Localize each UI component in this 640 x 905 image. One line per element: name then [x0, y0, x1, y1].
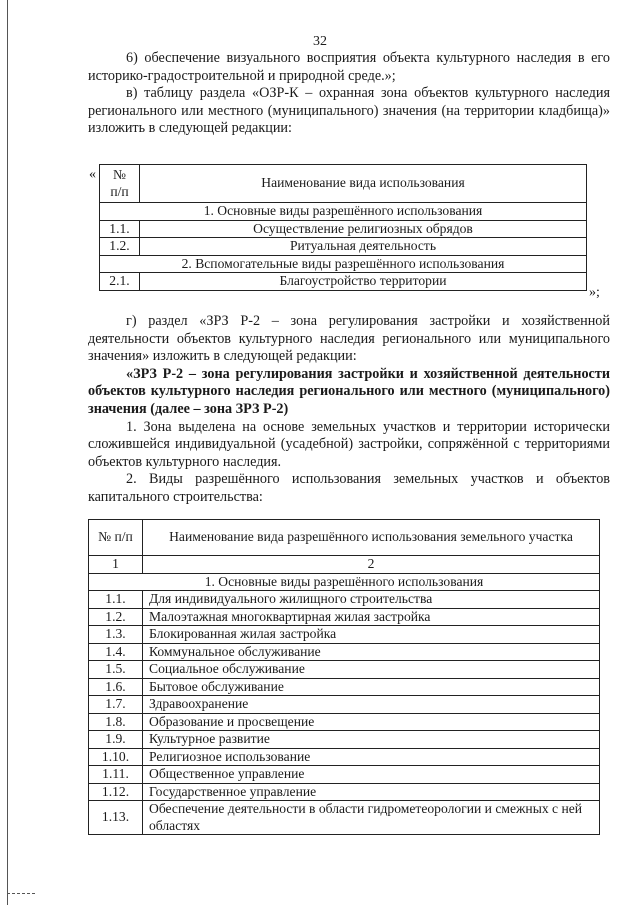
column-number-row [89, 556, 600, 574]
paragraph-g: г) раздел «ЗРЗ Р-2 – зона регулирования застройки и хозяйственной деятельности объектов культурного наследия регионального или муниципального значения» изложить в следующей редакции: [88, 313, 610, 365]
row-name: Общественное управление [143, 766, 600, 784]
paragraph-block-top [88, 50, 610, 138]
row-num: 1.9. [89, 731, 143, 749]
row-num: 2.1. [100, 273, 140, 291]
row-name: Малоэтажная многоквартирная жилая застройка [143, 608, 600, 626]
table-row [89, 608, 600, 626]
row-name: Блокированная жилая застройка [143, 626, 600, 644]
row-name: Осуществление религиозных обрядов [140, 220, 587, 238]
table-row [89, 731, 600, 749]
row-name: Здравоохранение [143, 696, 600, 714]
row-name: Культурное развитие [143, 731, 600, 749]
header-num: № п/п [100, 165, 140, 203]
table-ozr-k [99, 164, 587, 291]
row-num: 1.2. [100, 238, 140, 256]
header-name: Наименование вида использования [140, 165, 587, 203]
row-name: Религиозное использование [143, 748, 600, 766]
row-num: 1.7. [89, 696, 143, 714]
row-name: Ритуальная деятельность [140, 238, 587, 256]
section-title: 1. Основные виды разрешённого использования [100, 203, 587, 221]
zone-heading: «ЗРЗ Р-2 – зона регулирования застройки и хозяйственной деятельности объектов культурного наследия регионального или местного (муниципального) значения (далее – зона ЗРЗ Р-2) [88, 365, 610, 417]
row-name: Образование и просвещение [143, 713, 600, 731]
table-row [89, 678, 600, 696]
row-num: 1.5. [89, 661, 143, 679]
row-num: 1.1. [100, 220, 140, 238]
paragraph-2: 2. Виды разрешённого использования земельных участков и объектов капитального строительства: [88, 471, 610, 505]
table-row [89, 626, 600, 644]
row-num: 1.1. [89, 591, 143, 609]
table-row [89, 748, 600, 766]
table-row [100, 273, 587, 291]
table-row [89, 643, 600, 661]
page-number: 32 [313, 34, 327, 49]
table-zrz-r2 [88, 519, 600, 835]
row-num: 1.4. [89, 643, 143, 661]
row-name: Государственное управление [143, 783, 600, 801]
col-number-1: 1 [89, 556, 143, 574]
paragraph-6: 6) обеспечение визуального восприятия объекта культурного наследия в его историко-градостроительной и природной среде.»; [88, 50, 610, 84]
table-row [100, 220, 587, 238]
table-header-row [89, 520, 600, 556]
table-row [89, 696, 600, 714]
section-row [89, 573, 600, 591]
row-name: Благоустройство территории [140, 273, 587, 291]
table-row [89, 766, 600, 784]
table-row [89, 591, 600, 609]
table1-quote-open: « [89, 167, 96, 182]
table-row [89, 783, 600, 801]
row-num: 1.8. [89, 713, 143, 731]
row-num: 1.13. [89, 801, 143, 835]
section-title: 1. Основные виды разрешённого использования [89, 573, 600, 591]
table-header-row [100, 165, 587, 203]
row-name: Коммунальное обслуживание [143, 643, 600, 661]
row-name: Для индивидуального жилищного строительства [143, 591, 600, 609]
section-row [100, 203, 587, 221]
header-num: № п/п [89, 520, 143, 556]
paragraph-block-middle [88, 313, 610, 507]
table-row [89, 661, 600, 679]
row-num: 1.3. [89, 626, 143, 644]
row-num: 1.2. [89, 608, 143, 626]
row-name: Социальное обслуживание [143, 661, 600, 679]
row-name: Бытовое обслуживание [143, 678, 600, 696]
section-title: 2. Вспомогательные виды разрешённого использования [100, 255, 587, 273]
col-number-2: 2 [143, 556, 600, 574]
paragraph-v: в) таблицу раздела «ОЗР-К – охранная зона объектов культурного наследия регионального или местного (муниципального) значения (на территории кладбища)» изложить в следующей редакции: [88, 85, 610, 137]
table-row [89, 713, 600, 731]
row-num: 1.10. [89, 748, 143, 766]
margin-mark [7, 893, 35, 894]
row-num: 1.11. [89, 766, 143, 784]
table-row [89, 801, 600, 835]
header-name: Наименование вида разрешённого использования земельного участка [143, 520, 600, 556]
row-name: Обеспечение деятельности в области гидрометеорологии и смежных с ней областях [143, 801, 600, 835]
table-row [100, 238, 587, 256]
left-margin-line [7, 0, 8, 905]
row-num: 1.12. [89, 783, 143, 801]
table1-quote-close: »; [589, 285, 600, 300]
section-row [100, 255, 587, 273]
paragraph-1: 1. Зона выделена на основе земельных участков и территории исторически сложившейся индивидуальной (усадебной) застройки, сопряжённой с территориями объектов культурного наследия. [88, 418, 610, 470]
row-num: 1.6. [89, 678, 143, 696]
